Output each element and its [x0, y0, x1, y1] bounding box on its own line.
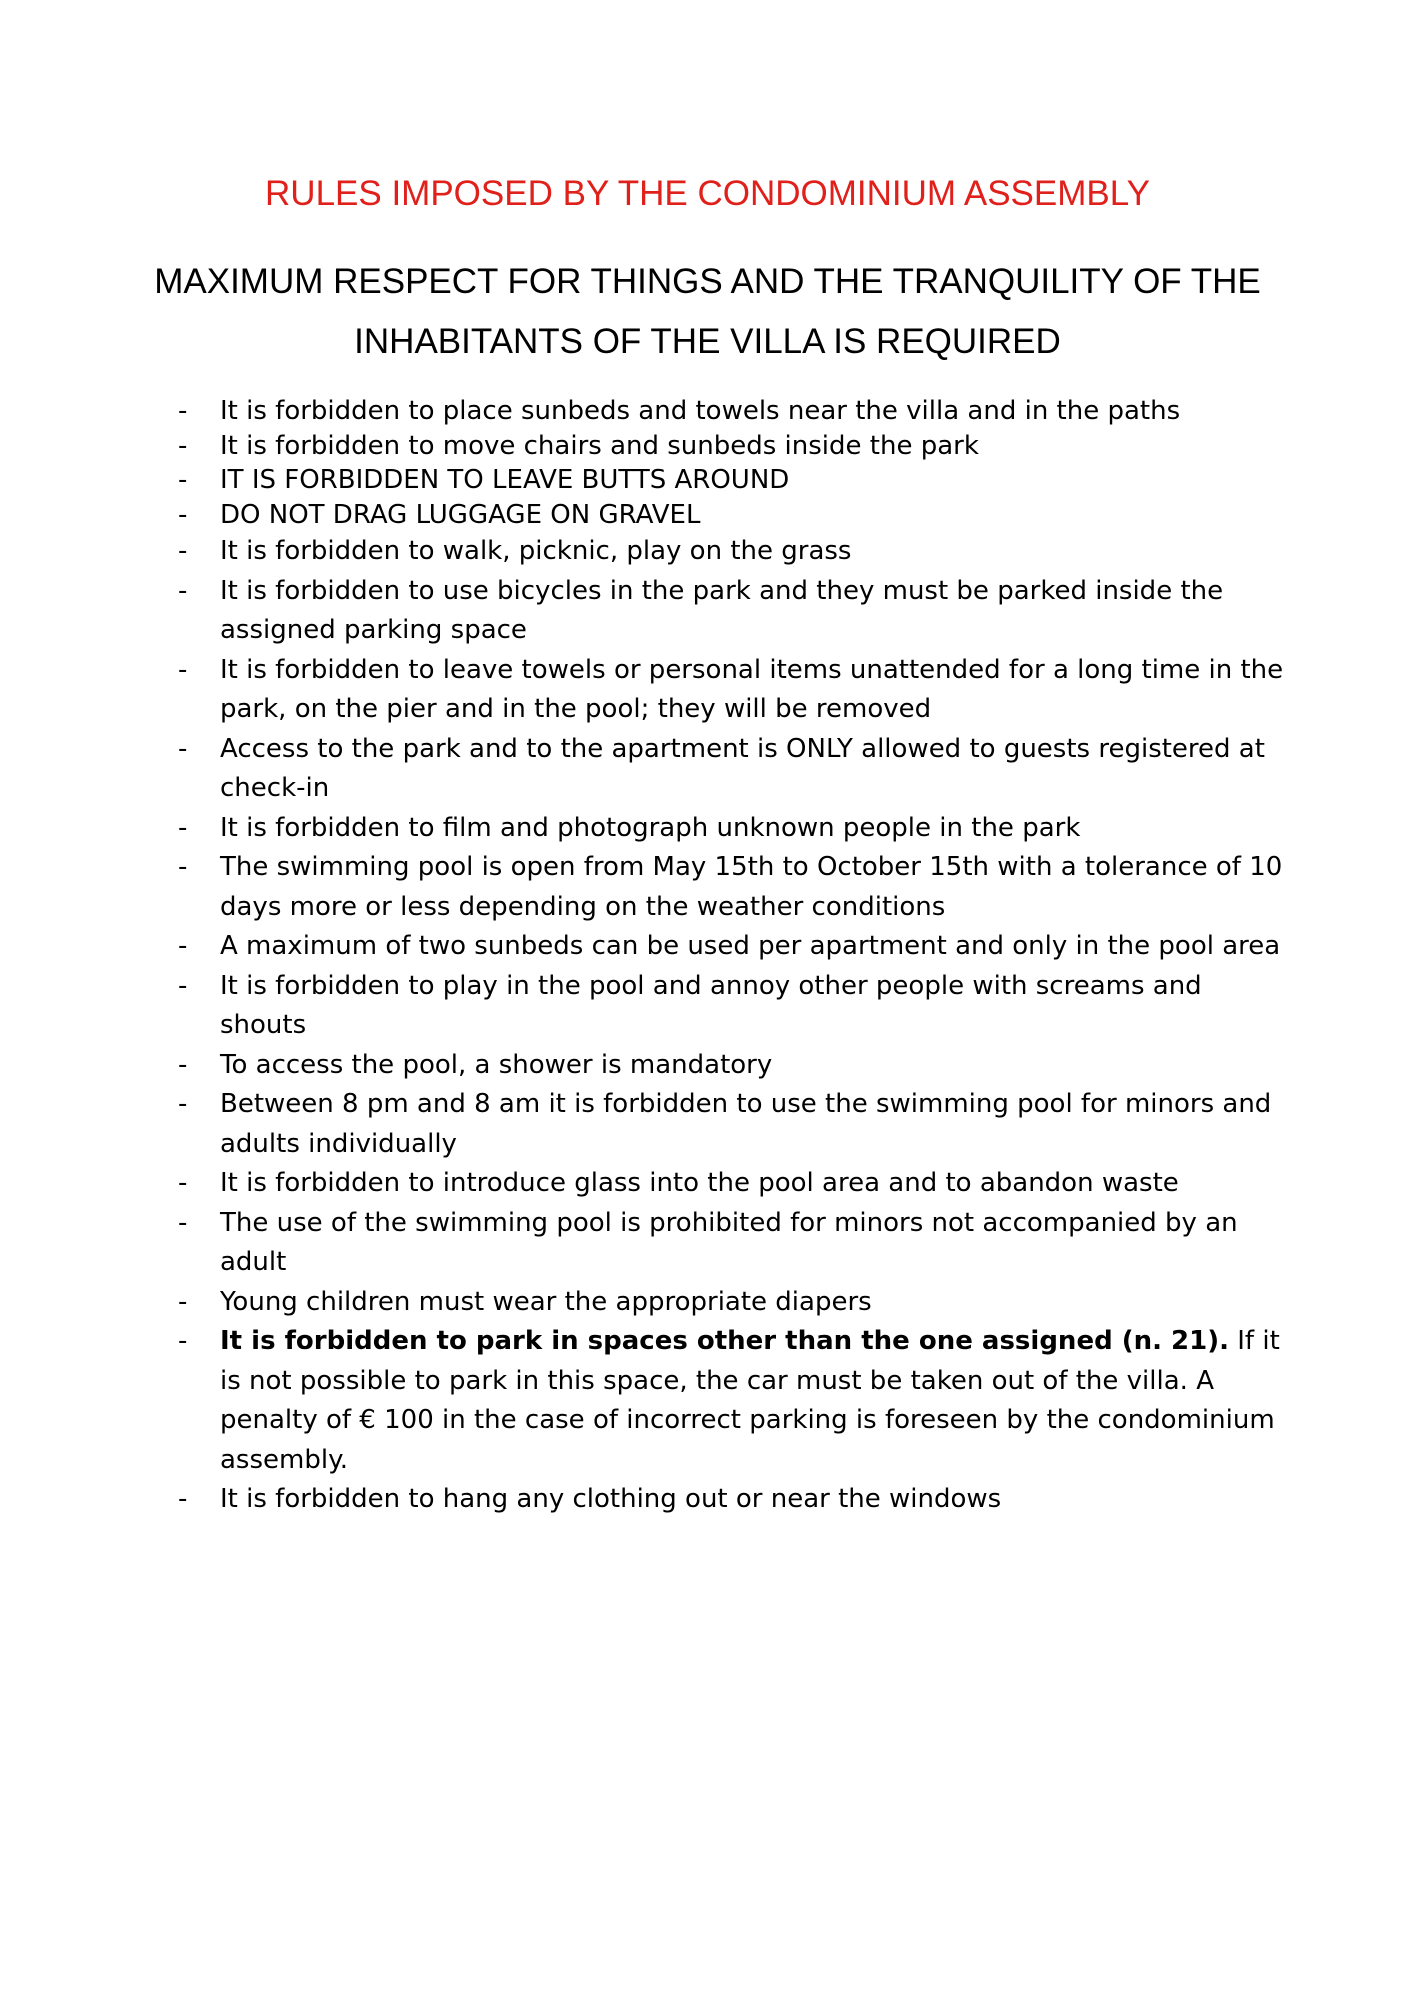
bullet-dash: - — [178, 812, 188, 843]
rule-text: It is forbidden to film and photograph unknown people in the park — [220, 812, 1081, 843]
rules-list — [0, 394, 1415, 1520]
rule-text: Access to the park and to the apartment is ONLY allowed to guests registered at check-in — [220, 733, 1265, 803]
rule-text: To access the pool, a shower is mandatory — [220, 1049, 773, 1080]
bullet-dash: - — [178, 1484, 188, 1514]
rule-text: It is forbidden to move chairs and sunbeds inside the park — [220, 430, 979, 461]
list-item — [0, 1480, 1290, 1520]
bullet-dash: - — [178, 852, 188, 882]
bullet-dash: - — [178, 733, 188, 764]
list-item — [0, 809, 1290, 849]
rule-text: Young children must wear the appropriate diapers — [220, 1286, 872, 1317]
list-item — [0, 463, 1290, 498]
rule-text: It is forbidden to play in the pool and annoy other people with screams and shouts — [220, 970, 1202, 1040]
list-item — [0, 1322, 1290, 1480]
list-item — [0, 967, 1290, 1046]
bullet-dash: - — [178, 931, 188, 961]
rule-text: It is forbidden to use bicycles in the park and they must be parked inside the assigned parking space — [220, 575, 1224, 645]
rule-text: The use of the swimming pool is prohibited for minors not accompanied by an adult — [220, 1207, 1238, 1277]
bullet-dash: - — [178, 499, 188, 530]
bullet-dash: - — [178, 1326, 188, 1356]
page-title: RULES IMPOSED BY THE CONDOMINIUM ASSEMBLY — [265, 174, 1150, 213]
bullet-dash: - — [178, 1168, 188, 1198]
list-item — [0, 927, 1290, 967]
bullet-dash: - — [178, 430, 188, 461]
list-item — [0, 532, 1290, 572]
bullet-dash: - — [178, 465, 188, 495]
bullet-dash: - — [178, 654, 188, 685]
list-item — [0, 498, 1290, 533]
rule-text: IT IS FORBIDDEN TO LEAVE BUTTS AROUND — [220, 465, 790, 495]
bullet-dash: - — [178, 575, 188, 606]
rule-text: It is forbidden to place sunbeds and towels near the villa and in the paths — [220, 396, 1181, 426]
rule-text: Between 8 pm and 8 am it is forbidden to use the swimming pool for minors and adults individually — [220, 1089, 1272, 1159]
parking-rule-bold: It is forbidden to park in spaces other than the one assigned (n. 21). — [220, 1326, 1229, 1356]
list-item — [0, 1283, 1290, 1323]
list-item — [0, 1204, 1290, 1283]
bullet-dash: - — [178, 1286, 188, 1317]
list-item — [0, 1164, 1290, 1204]
list-item — [0, 1085, 1290, 1164]
bullet-dash: - — [178, 970, 188, 1001]
list-item — [0, 730, 1290, 809]
rule-text: It is forbidden to leave towels or personal items unattended for a long time in the park, on the pier and in the pool; they will be removed — [220, 654, 1284, 724]
bullet-dash: - — [178, 396, 188, 426]
bullet-dash: - — [178, 536, 188, 566]
rule-text: DO NOT DRAG LUGGAGE ON GRAVEL — [220, 499, 701, 530]
list-item — [0, 848, 1290, 927]
list-item — [0, 572, 1290, 651]
rule-text: A maximum of two sunbeds can be used per apartment and only in the pool area — [220, 931, 1281, 961]
page-subtitle: MAXIMUM RESPECT FOR THINGS AND THE TRANQUILITY OF THE INHABITANTS OF THE VILLA IS REQUIRED — [154, 262, 1261, 361]
rule-text: The swimming pool is open from May 15th to October 15th with a tolerance of 10 days more or less depending on the weather conditions — [220, 852, 1283, 922]
parking-rule-text: If it is not possible to park in this space, the car must be taken out of the villa. A penalty of € 100 in the case of incorrect parking is foreseen by the condominium assembly. — [220, 1326, 1280, 1475]
bullet-dash: - — [178, 1207, 188, 1238]
bullet-dash: - — [178, 1089, 188, 1119]
list-item — [0, 429, 1290, 464]
rule-text: It is forbidden to introduce glass into the pool area and to abandon waste — [220, 1168, 1179, 1198]
bullet-dash: - — [178, 1049, 188, 1080]
rule-text: It is forbidden to walk, picknic, play on the grass — [220, 536, 852, 566]
rule-text: It is forbidden to hang any clothing out or near the windows — [220, 1484, 1002, 1514]
list-item — [0, 651, 1290, 730]
list-item — [0, 394, 1290, 429]
list-item — [0, 1046, 1290, 1086]
